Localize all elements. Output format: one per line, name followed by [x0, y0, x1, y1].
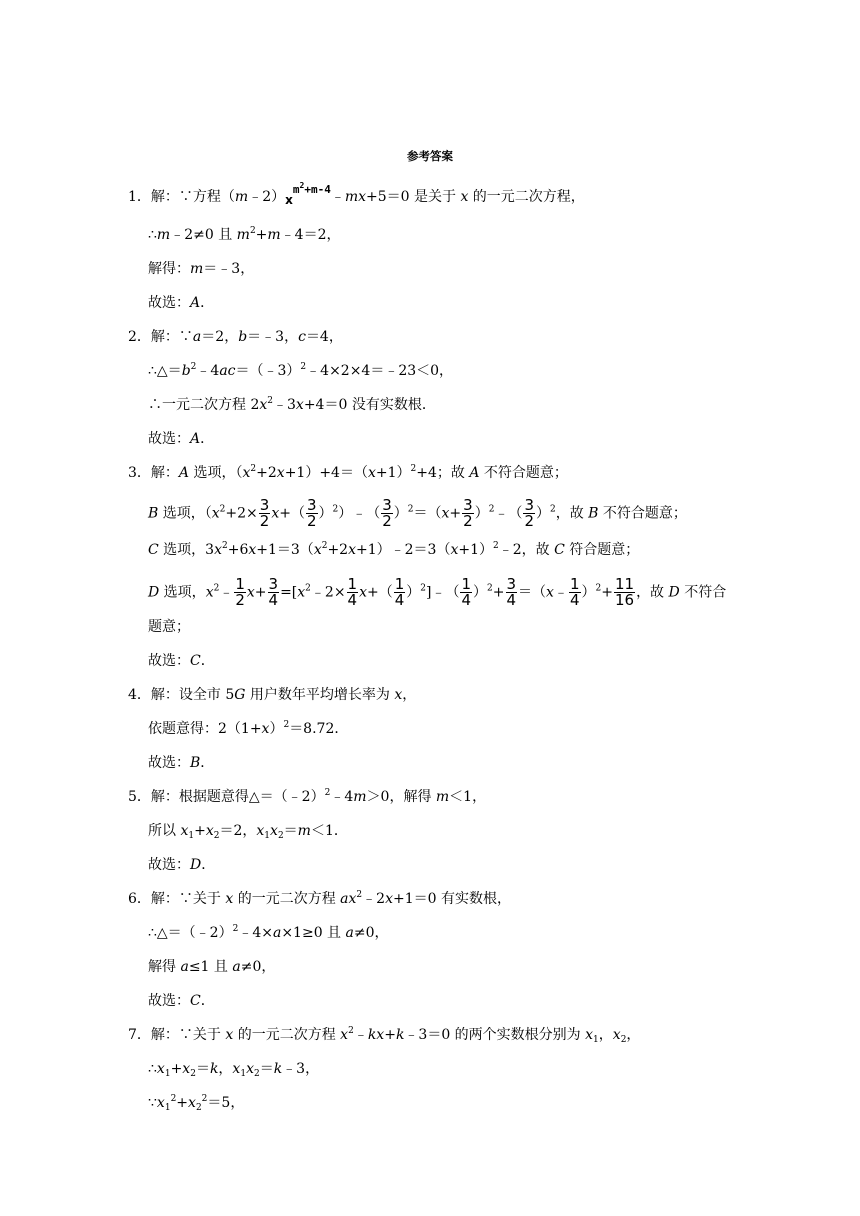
- q1-exponent: m2+m-4: [292, 181, 331, 196]
- fraction: $\frac{1}{2}$: [235, 575, 245, 609]
- fraction: $\frac{3}{2}$: [382, 496, 392, 530]
- q6-line-4: 故选：C．: [148, 993, 215, 1009]
- q4-line-2: 依题意得：$2(1+x)^2=8.72$．: [148, 720, 349, 737]
- q7-line-3: $\because x_1^2+x_2^2=5$，: [148, 1094, 245, 1113]
- q2-line-3: ∴一元二次方程 $2x^2﹣3x+4=0$ 没有实数根．: [148, 396, 436, 413]
- q7-line-1: 7．解：∵关于 x 的一元二次方程 $x^2﹣kx+k﹣3=0$ 的两个实数根分别为 $x_1$，$x_2$，: [128, 1026, 641, 1045]
- q1-line-4: 故选：A．: [148, 295, 215, 311]
- q2-line-2: $\therefore\triangle=b^2﹣4ac=(﹣3)^2﹣4\times 2\times 4=﹣23<0$，: [148, 362, 454, 379]
- q1-line-1: 1．解：∵方程$(m﹣2)x^{m^2+m-4}﹣mx+5=0$ 是关于 x 的一元二次方程，: [128, 181, 585, 207]
- fraction: $\frac{3}{2}$: [306, 496, 317, 530]
- q3-line-6: 故选：C．: [148, 653, 215, 669]
- q6-line-2: ∴△＝（﹣2）$^2$﹣4×a×1≥0 且 a≠0，: [148, 924, 389, 941]
- fraction: $\frac{3}{2}$: [463, 496, 473, 530]
- q1-base-x: x: [285, 193, 293, 207]
- q1-line-2: ∴m﹣2≠0 且 $m^2+m﹣4=2$，: [148, 226, 341, 243]
- fraction: $\frac{3}{4}$: [506, 575, 517, 609]
- q3-line-4: D 选项，$x^2﹣$ $\frac{1}{2}$ x+ $\frac{3}{4}$ $=[x^2﹣2\times$ $\frac{1}{4}$ x+（ $\frac{1}{4}$ ）$^2$]﹣（ $\frac{1}{4}$ ）$^2$+ $\frac{3}{4}$ ＝（x﹣ $\frac{1}{4}$ ）$^2$+ $\frac{11}{16}$ ，故 D 不符合: [148, 575, 727, 609]
- fraction: $\frac{1}{4}$: [569, 575, 580, 609]
- q6-line-1: 6．解：∵关于 x 的一元二次方程 $ax^2﹣2x+1=0$ 有实数根，: [128, 890, 511, 907]
- q4-line-1: 4．解：设全市 5G 用户数年平均增长率为 x，: [128, 687, 417, 703]
- q2-line-1: 2．解：∵a＝2，b＝﹣3，c＝4，: [128, 329, 343, 345]
- q5-line-2: 所以 $x_1+x_2=2$，$x_1x_2=m<1$．: [148, 823, 348, 841]
- q2-line-4: 故选：A．: [148, 431, 215, 447]
- q1-line-3: 解得：m＝﹣3，: [148, 261, 255, 277]
- fraction: $\frac{1}{4}$: [461, 575, 472, 609]
- fraction: $\frac{1}{4}$: [394, 575, 405, 609]
- page-title: 参考答案: [407, 149, 453, 163]
- q5-line-3: 故选：D．: [148, 857, 216, 873]
- q4-line-3: 故选：B．: [148, 755, 215, 771]
- q7-line-2: $\therefore x_1+x_2=k$，$x_1x_2=k﹣3$，: [148, 1061, 320, 1079]
- q3-line-1: 3．解：A 选项，$(x^2+2x+1)+4=(x+1)^2+4$；故 A 不符合题意；: [128, 464, 568, 481]
- fraction: $\frac{3}{2}$: [259, 496, 270, 530]
- q5-line-1: 5．解：根据题意得△＝（﹣2）$^2$﹣4m＞0，解得 m＜1，: [128, 788, 487, 805]
- fraction: $\frac{11}{16}$: [614, 575, 635, 609]
- fraction: $\frac{1}{4}$: [347, 575, 358, 609]
- q3-line-5: 题意；: [148, 619, 190, 635]
- q6-line-3: 解得 a≤1 且 a≠0，: [148, 959, 276, 975]
- q3-line-2: B 选项，（$x^2+2\times$ $\frac{3}{2}$ x+（ $\frac{3}{2}$ ）$^2$）﹣（ $\frac{3}{2}$ ）$^2$＝（x+ $\frac{3}{2}$ ）$^2$﹣（ $\frac{3}{2}$ ）$^2$，故 B 不符合题意；: [148, 496, 687, 530]
- fraction: $\frac{3}{2}$: [524, 496, 534, 530]
- fraction: $\frac{3}{4}$: [268, 575, 279, 609]
- q3-line-3: C 选项，$3x^2+6x+1=3(x^2+2x+1)﹣2=3(x+1)^2﹣2$，故 C 符合题意；: [148, 541, 640, 558]
